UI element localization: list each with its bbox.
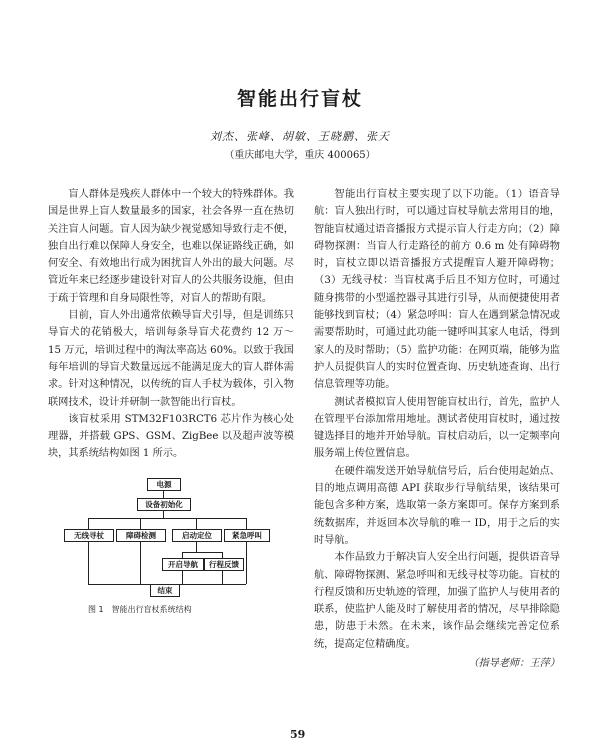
node-power: 电源	[147, 478, 181, 491]
node-end: 结束	[150, 584, 180, 597]
paragraph: 智能出行盲杖主要实现了以下功能。（1）语音导航：盲人独出行时，可以通过盲杖导航去常用目的地，智能盲杖通过语音播报方式提示盲人行走方向；（2）障碍物探测：当盲人行走路径的前方 0.6 m 处有障碍物时，盲杖立即以语音播报方式提醒盲人避开障碍物；（3）无线寻杖：当盲杖离手后且不知方位时，可通过随身携带的小型遥控器寻其进行引导，从而便捷使用者能够找到盲杖；（4）紧急呼叫：盲人在遇到紧急情况或需要帮助时，可通过此功能一键呼叫其家人电话，得到家人的及时帮助；（5）监护功能：在网页端，能够为监护人员提供盲人的实时位置查询、历史轨迹查询、出行信息管理等功能。	[314, 189, 560, 391]
connector	[222, 571, 223, 584]
paragraph: 该盲杖采用 STM32F103RCT6 芯片作为核心处理器，并搭载 GPS、GSM、ZigBee 以及超声波等模块，其系统结构如图 1 所示。	[48, 413, 294, 460]
connector	[140, 518, 141, 529]
connector	[88, 542, 89, 584]
system-structure-figure	[60, 478, 270, 598]
paragraph: 盲人群体是残疾人群体中一个较大的特殊群体。我国是世界上盲人数量最多的国家，社会各界一直在热切关注盲人问题。盲人因为缺少视觉感知导致行走不便，独自出行难以保障人身安全，也难以保证路线正确，如何安全、有效地出行成为困扰盲人外出的最大问题。尽管近年来已经逐步建设针对盲人的公共服务设施，但由于疏于管理和自身局限性等，对盲人的帮助有限。	[48, 189, 294, 304]
node-emergency: 紧急呼叫	[224, 529, 270, 542]
right-column	[314, 186, 560, 672]
left-column	[48, 186, 294, 463]
connector	[163, 491, 164, 498]
connector	[246, 542, 247, 584]
paragraph: 目前，盲人外出通常依赖导盲犬引导，但是训练只导盲犬的花销极大，培训每条导盲犬花费约 12 万～15 万元，培训过程中的淘汰率高达 60%。以致于我国每年培训的导盲犬数量远远不能满足庞大的盲人群体需求。针对这种情况，以传统的盲人手杖为载体，引入物联网技术，设计并研制一款智能出行盲杖。	[48, 310, 294, 408]
node-start-locate: 启动定位	[172, 529, 222, 542]
connector	[196, 518, 197, 529]
page-title: 智能出行盲杖	[236, 88, 363, 110]
connector	[246, 518, 247, 529]
connector	[196, 542, 197, 552]
node-wireless: 无线寻杖	[64, 529, 114, 542]
figure-caption: 图 1 智能出行盲杖系统结构	[88, 605, 192, 614]
connector	[163, 511, 164, 518]
authors: 刘杰、张峰、胡敏、王晓鹏、张天	[210, 130, 390, 143]
paragraph: 测试者模拟盲人使用智能盲杖出行，首先，监护人在管理平台添加常用地址。测试者使用盲杖时，通过按键选择目的地并开始导航。盲杖启动后，以一定频率向服务端上传位置信息。	[314, 396, 560, 460]
connector	[182, 571, 183, 584]
node-trip-feedback: 行程反馈	[204, 558, 244, 571]
connector	[140, 542, 141, 584]
connector	[88, 518, 246, 519]
paragraph: 在硬件端发送开始导航信号后，后台使用起始点、目的地点调用高德 API 获取步行导航结果，该结果可能包含多种方案，选取第一条方案即可。保存方案到系统数据库，并返回本次导航的唯一 ID，用于之后的实时导航。	[314, 465, 560, 546]
connector	[182, 552, 222, 553]
paragraph: 本作品致力于解决盲人安全出行问题，提供语音导航、障碍物探测、紧急呼叫和无线寻杖等功能。盲杖的行程反馈和历史轨迹的管理，加强了监护人与使用者的联系，使监护人能及时了解使用者的情况，尽早排除隐患，防患于未然。在未来，该作品会继续完善定位系统，提高定位精确度。	[314, 552, 560, 650]
connector	[88, 518, 89, 529]
node-begin-nav: 开启导航	[162, 558, 204, 571]
advisor-note: （指导老师：王萍）	[468, 658, 560, 670]
node-init: 设备初始化	[137, 498, 191, 511]
affiliation: （重庆邮电大学，重庆 400065）	[224, 150, 376, 161]
node-obstacle: 障碍检测	[116, 529, 166, 542]
page-number: 59	[290, 728, 306, 741]
